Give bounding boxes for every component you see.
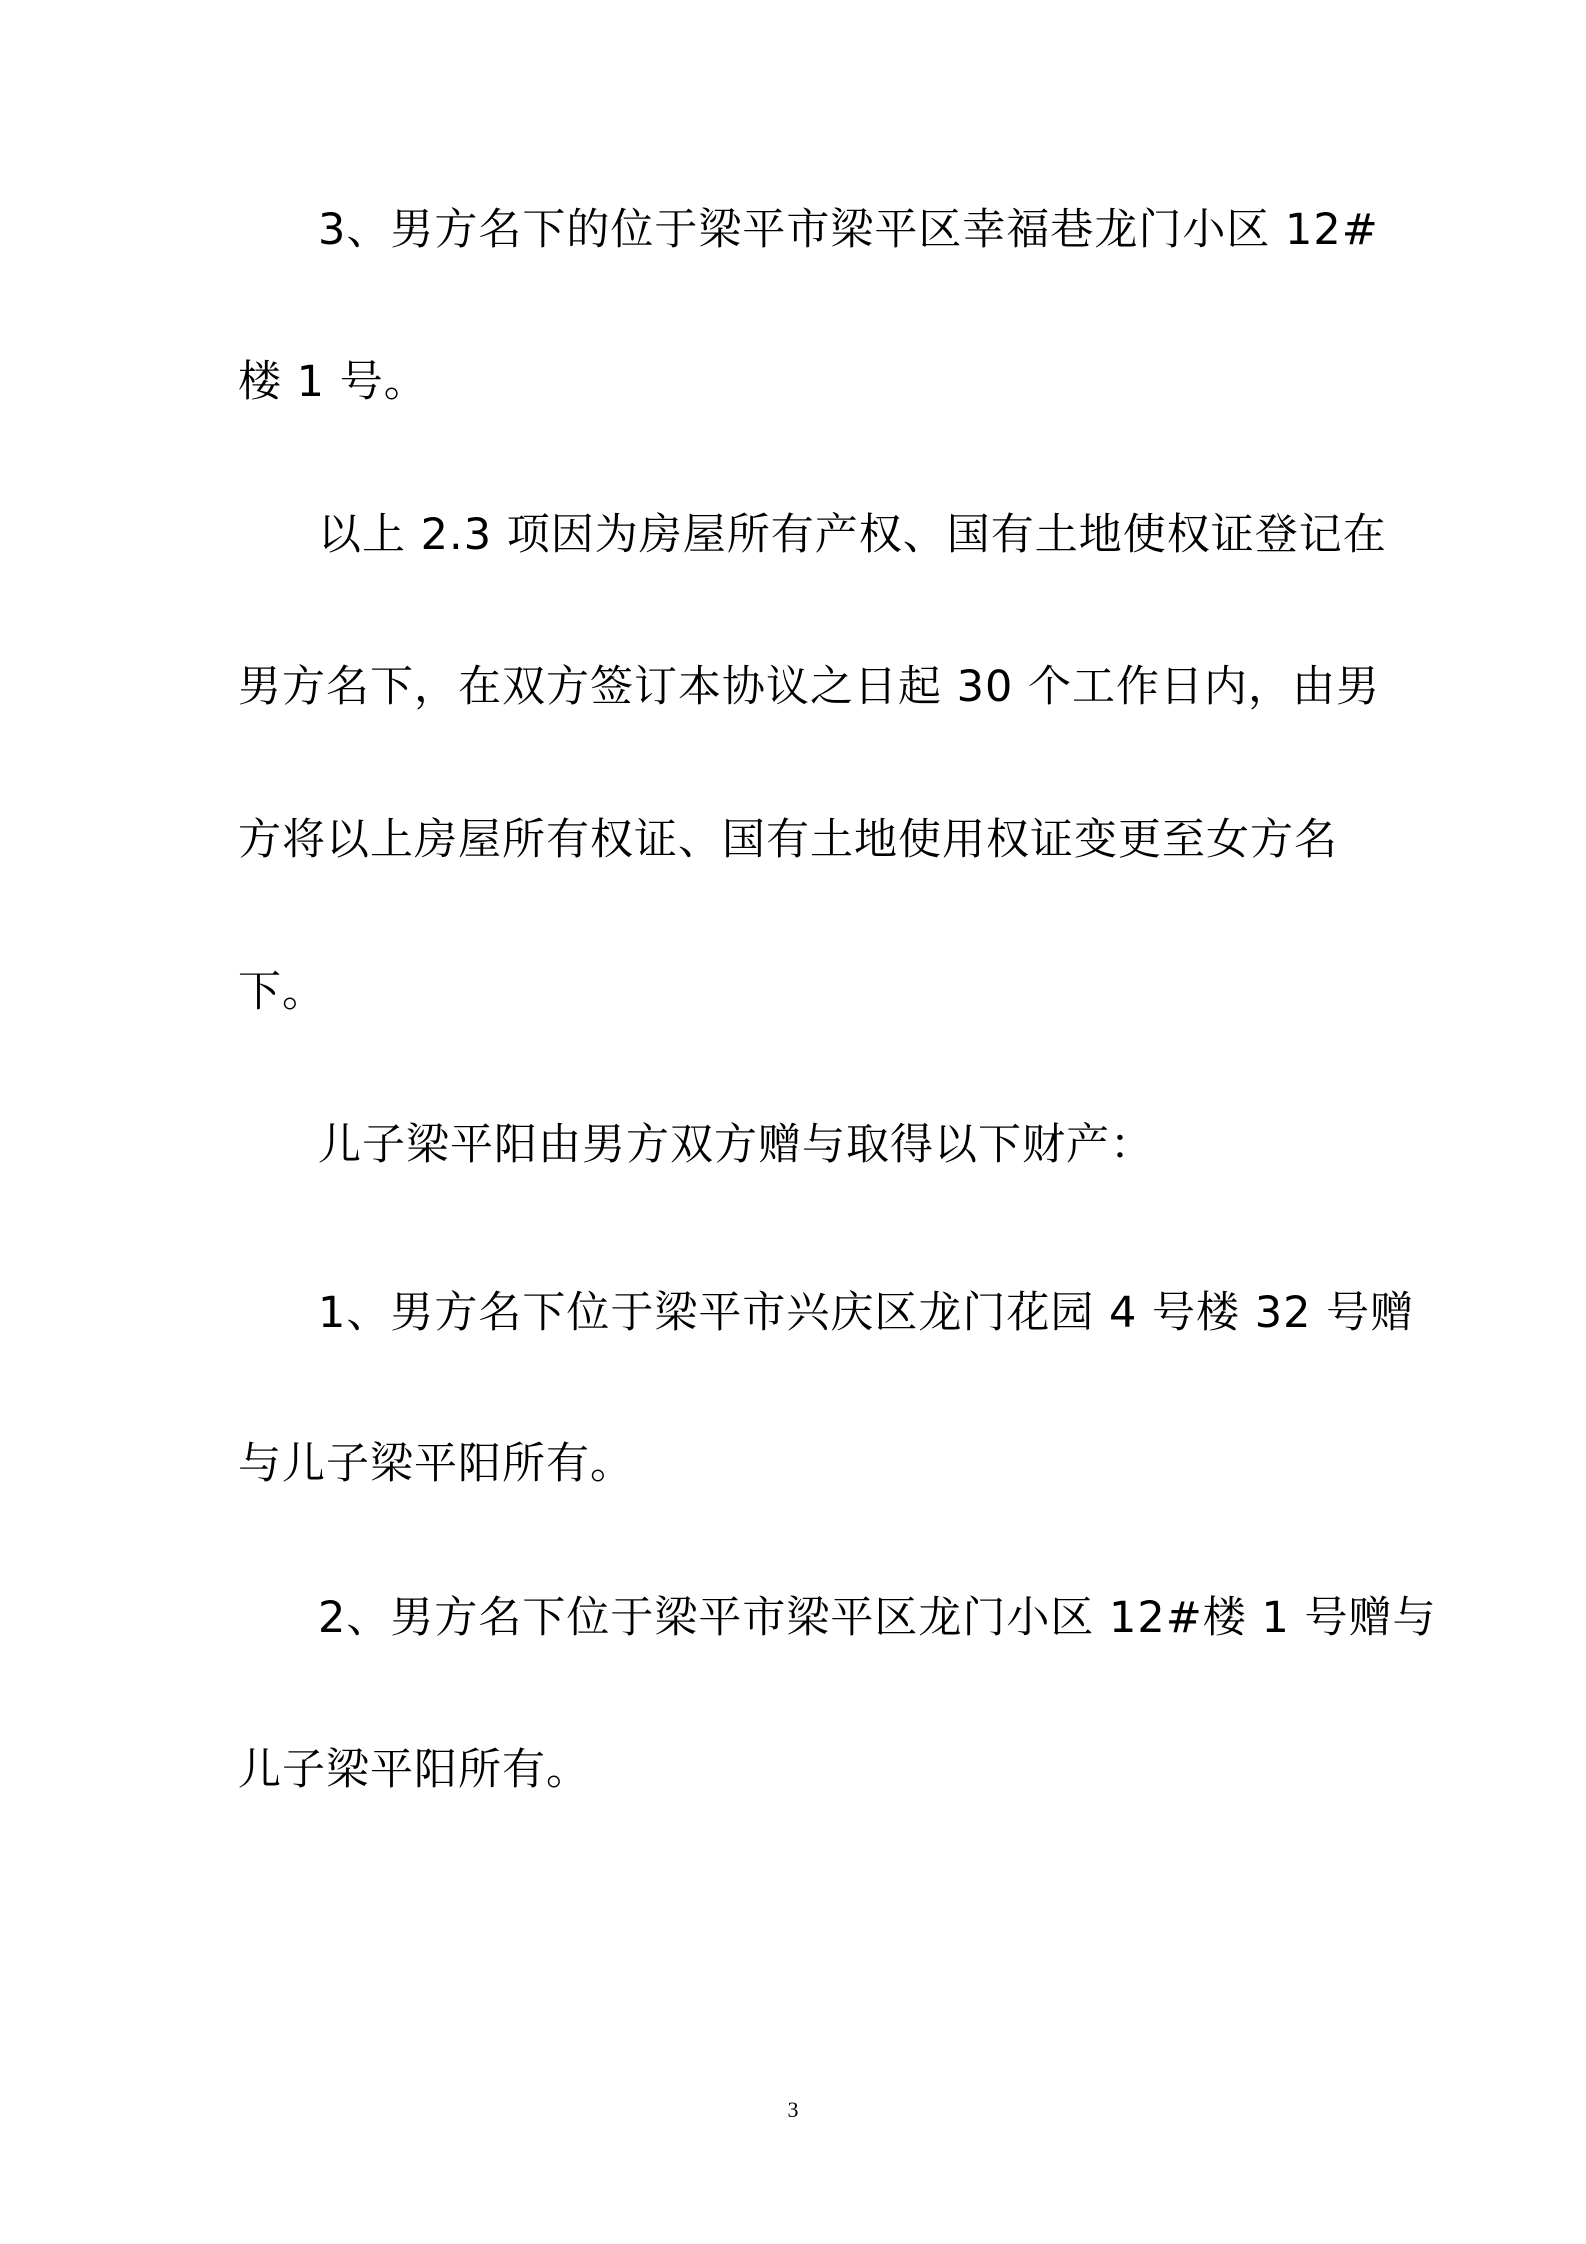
paragraph-line: 楼 1 号。 bbox=[238, 357, 428, 407]
paragraph-line: 儿子梁平阳由男方双方赠与取得以下财产： bbox=[318, 1120, 1154, 1170]
paragraph-line: 以上 2.3 项因为房屋所有产权、国有土地使权证登记在 bbox=[318, 510, 1387, 560]
paragraph-line: 与儿子梁平阳所有。 bbox=[238, 1439, 634, 1489]
paragraph-line: 男方名下，在双方签订本协议之日起 30 个工作日内，由男 bbox=[238, 662, 1381, 712]
paragraph-line: 2、男方名下位于梁平市梁平区龙门小区 12#楼 1 号赠与 bbox=[318, 1593, 1437, 1643]
paragraph-line: 3、男方名下的位于梁平市梁平区幸福巷龙门小区 12# bbox=[318, 205, 1379, 255]
paragraph-line: 方将以上房屋所有权证、国有土地使用权证变更至女方名 bbox=[238, 815, 1338, 865]
page-number: 3 bbox=[787, 2097, 799, 2122]
paragraph-line: 下。 bbox=[238, 967, 326, 1017]
paragraph-line: 儿子梁平阳所有。 bbox=[238, 1745, 590, 1795]
paragraph-line: 1、男方名下位于梁平市兴庆区龙门花园 4 号楼 32 号赠 bbox=[318, 1288, 1415, 1338]
